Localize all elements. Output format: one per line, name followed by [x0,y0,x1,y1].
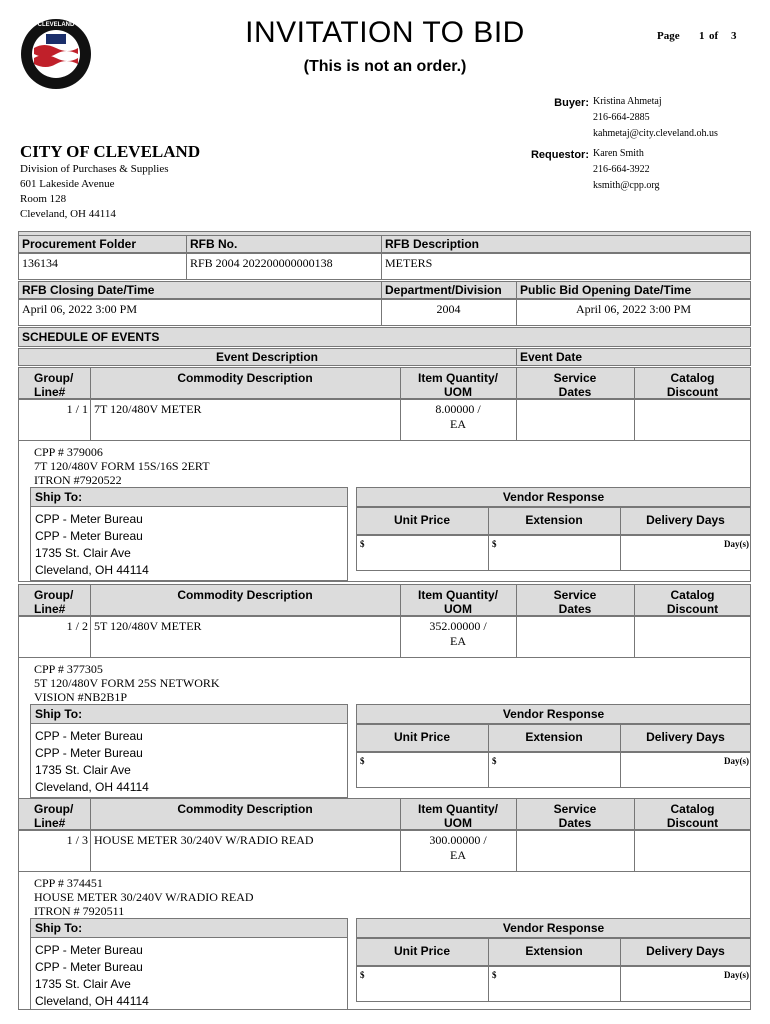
commodity-desc: 5T 120/480V METER [94,619,202,633]
ship-to-line: CPP - Meter Bureau [35,943,143,957]
ship-to-line: CPP - Meter Bureau [35,529,143,543]
item-note: VISION #NB2B1P [34,690,128,704]
unit-price-label: Unit Price [393,730,450,744]
ship-to-line: 1735 St. Clair Ave [35,546,131,560]
city-state-zip: Cleveland, OH 44114 [20,208,116,220]
column-divider [90,584,91,658]
col-group-label: Group/ [34,371,74,385]
city-name: CITY OF CLEVELAND [20,142,201,161]
line-number: 1 / 3 [66,833,88,847]
col-line-label: Line# [34,602,66,616]
buyer-info [593,94,718,142]
vendor-response-label: Vendor Response [502,921,605,935]
extension-field[interactable]: $ [492,539,497,549]
dept-label: Department/Division [385,283,502,297]
column-divider [634,798,635,872]
column-divider [90,367,91,441]
buyer-phone: 216-664-2885 [593,112,650,123]
col-uom-label: UOM [444,816,472,830]
unit-price-field[interactable]: $ [360,970,365,980]
ship-to-line: 1735 St. Clair Ave [35,763,131,777]
line-number: 1 / 1 [66,402,88,416]
delivery-days-field[interactable]: Day(s) [724,756,749,766]
unit-price-field[interactable]: $ [360,539,365,549]
column-divider [634,584,635,658]
extension-label: Extension [525,944,583,958]
col-commodity-label: Commodity Description [177,802,313,816]
item-uom: EA [450,848,466,862]
page-total: 3 [731,30,737,42]
buyer-label: Buyer: [554,97,589,109]
divider [516,281,517,326]
col-commodity-label: Commodity Description [177,371,313,385]
rfb-no: RFB 2004 202200000000138 [190,256,333,270]
ship-to-line: CPP - Meter Bureau [35,512,143,526]
vendor-response-label: Vendor Response [502,707,605,721]
item-uom: EA [450,417,466,431]
item-note: 7T 120/480V FORM 15S/16S 2ERT [34,459,210,473]
page-of: of [709,30,719,42]
page-number: 1 [699,30,705,42]
ship-to-label: Ship To: [35,490,83,504]
extension-label: Extension [525,513,583,527]
col-qty-label: Item Quantity/ [417,371,498,385]
item-uom: EA [450,634,466,648]
document-title: INVITATION TO BID [245,16,525,49]
opening-label: Public Bid Opening Date/Time [520,283,692,297]
item-note: 5T 120/480V FORM 25S NETWORK [34,676,220,690]
street: 601 Lakeside Avenue [20,178,115,190]
divider [381,281,382,326]
col-uom-label: UOM [444,602,472,616]
svg-text:CLEVELAND: CLEVELAND [37,22,75,28]
col-catalog-label: Catalog [670,371,715,385]
event-desc-label: Event Description [215,350,319,364]
delivery-days-field[interactable]: Day(s) [724,970,749,980]
delivery-days-label: Delivery Days [646,944,725,958]
column-divider [90,798,91,872]
document-subtitle: (This is not an order.) [303,58,467,75]
delivery-days-label: Delivery Days [646,730,725,744]
item-qty: 8.00000 / [435,402,481,416]
col-uom-label: UOM [444,385,472,399]
ship-to-line: CPP - Meter Bureau [35,960,143,974]
col-discount-label: Discount [666,602,719,616]
vendor-response-label: Vendor Response [502,490,605,504]
col-dates-label: Dates [558,816,592,830]
rfb-desc-label: RFB Description [385,237,480,251]
ship-to-line: Cleveland, OH 44114 [35,780,149,794]
ship-to-label: Ship To: [35,921,83,935]
ship-to-line: CPP - Meter Bureau [35,746,143,760]
col-discount-label: Discount [666,816,719,830]
divider [186,235,187,280]
unit-price-label: Unit Price [393,513,450,527]
column-divider [516,367,517,441]
requestor-phone: 216-664-3922 [593,164,650,175]
page-label: Page [657,30,680,42]
city-address [20,162,169,222]
col-dates-label: Dates [558,602,592,616]
col-commodity-label: Commodity Description [177,588,313,602]
col-service-label: Service [553,588,597,602]
column-divider [516,584,517,658]
closing-date: April 06, 2022 3:00 PM [22,302,138,316]
col-line-label: Line# [34,816,66,830]
col-discount-label: Discount [666,385,719,399]
requestor-info [593,146,660,194]
event-date-label: Event Date [520,350,583,364]
col-group-label: Group/ [34,588,74,602]
item-note: ITRON #7920522 [34,473,122,487]
col-group-label: Group/ [34,802,74,816]
vendor-divider [488,724,489,788]
closing-label: RFB Closing Date/Time [22,283,155,297]
divider [516,348,517,366]
buyer-email: kahmetaj@city.cleveland.oh.us [593,128,718,139]
opening-date: April 06, 2022 3:00 PM [575,302,691,316]
procurement-folder-label: Procurement Folder [22,237,137,251]
item-note: CPP # 374451 [34,876,103,890]
col-qty-label: Item Quantity/ [417,588,498,602]
col-dates-label: Dates [558,385,592,399]
item-note: CPP # 377305 [34,662,103,676]
delivery-days-label: Delivery Days [646,513,725,527]
item-qty: 300.00000 / [429,833,487,847]
rfb-no-label: RFB No. [190,237,238,251]
buyer-name: Kristina Ahmetaj [593,96,662,107]
requestor-label: Requestor: [530,149,589,161]
col-catalog-label: Catalog [670,588,715,602]
dept-value: 2004 [436,302,461,316]
procurement-folder: 136134 [22,256,58,270]
requestor-name: Karen Smith [593,148,644,159]
commodity-desc: HOUSE METER 30/240V W/RADIO READ [94,833,314,847]
ship-to-line: Cleveland, OH 44114 [35,994,149,1008]
col-catalog-label: Catalog [670,802,715,816]
division: Division of Purchases & Supplies [20,163,169,175]
ship-to-label: Ship To: [35,707,83,721]
col-qty-label: Item Quantity/ [417,802,498,816]
ship-to-line: 1735 St. Clair Ave [35,977,131,991]
unit-price-label: Unit Price [393,944,450,958]
room: Room 128 [20,193,67,205]
divider [381,235,382,280]
item-note: CPP # 379006 [34,445,103,459]
rfb-desc: METERS [385,256,433,270]
item-note: ITRON # 7920511 [34,904,125,918]
col-service-label: Service [553,371,597,385]
col-service-label: Service [553,802,597,816]
column-divider [634,367,635,441]
vendor-divider [488,938,489,1002]
requestor-email: ksmith@cpp.org [593,180,660,191]
unit-price-field[interactable]: $ [360,756,365,766]
delivery-days-field[interactable]: Day(s) [724,539,749,549]
line-number: 1 / 2 [66,619,88,633]
col-line-label: Line# [34,385,66,399]
extension-label: Extension [525,730,583,744]
ship-to-line: CPP - Meter Bureau [35,729,143,743]
item-qty: 352.00000 / [429,619,487,633]
item-note: HOUSE METER 30/240V W/RADIO READ [34,890,254,904]
extension-field[interactable]: $ [492,756,497,766]
commodity-desc: 7T 120/480V METER [94,402,202,416]
ship-to-line: Cleveland, OH 44114 [35,563,149,577]
extension-field[interactable]: $ [492,970,497,980]
vendor-divider [488,507,489,571]
column-divider [516,798,517,872]
schedule-label: SCHEDULE OF EVENTS [22,330,160,344]
